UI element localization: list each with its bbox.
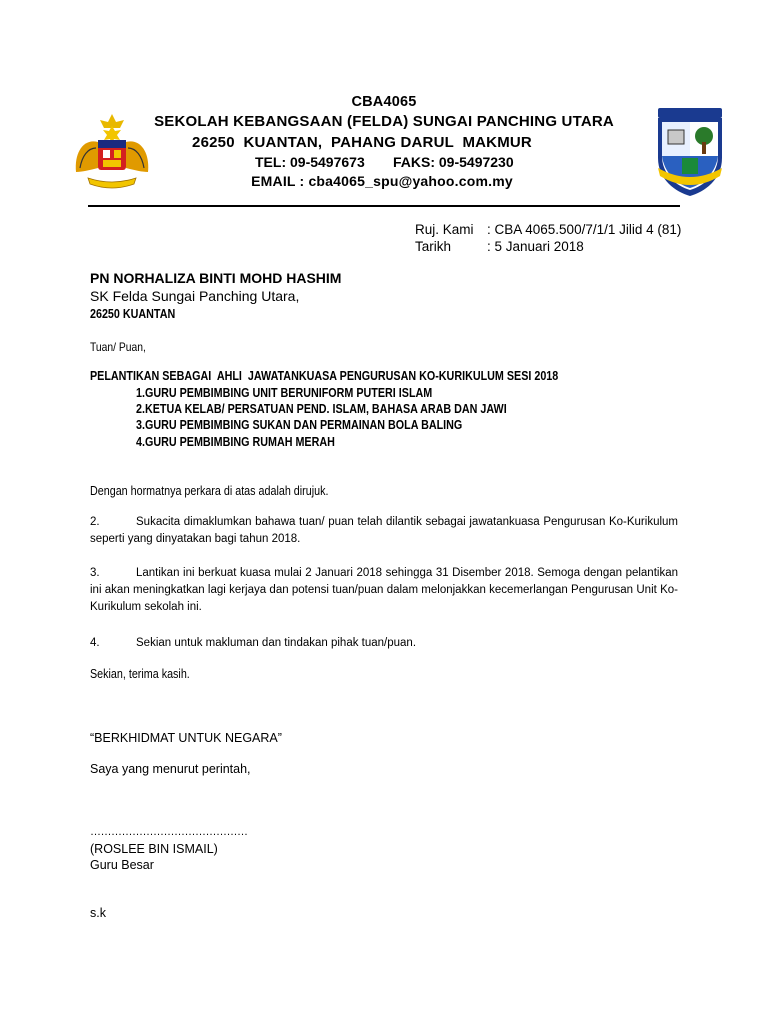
recipient-name: PN NORHALIZA BINTI MOHD HASHIM [90,270,342,286]
subject-item: 4.GURU PEMBIMBING RUMAH MERAH [136,435,335,449]
date-value: : 5 Januari 2018 [487,239,584,254]
subject-item: 1.GURU PEMBIMBING UNIT BERUNIFORM PUTERI ISLAM [136,386,433,400]
subject-item: 3.GURU PEMBIMBING SUKAN DAN PERMAINAN BOLA BALING [136,418,463,432]
date-label: Tarikh [415,239,452,254]
paragraph-text: Lantikan ini berkuat kuasa mulai 2 Januari 2018 sehingga 31 Disember 2018. Semoga dengan pelantikan ini akan meningkatkan lagi kerjaya dan potensi tuan/puan dalam melonjakkan kecemerlangan Pengurusan Unit Ko-Kurikulum sekolah ini. [90,567,678,613]
ruj-value: : CBA 4065.500/7/1/1 Jilid 4 (81) [487,222,682,237]
closing-line: Sekian, terima kasih. [90,667,190,681]
paragraph-3 [90,565,678,616]
header-divider [88,205,680,207]
recipient-line1: SK Felda Sungai Panching Utara, [90,288,300,304]
signature-dots: ……………………………………… [90,826,248,838]
paragraph-number: 2. [90,516,100,528]
signatory-name: (ROSLEE BIN ISMAIL) [90,842,218,856]
ruj-label: Ruj. Kami [415,222,474,237]
paragraph-number: 4. [90,637,100,649]
subject-title: PELANTIKAN SEBAGAI AHLI JAWATANKUASA PENGURUSAN KO-KURIKULUM SESI 2018 [90,369,559,383]
recipient-line2: 26250 KUANTAN [90,307,176,321]
signoff-phrase: Saya yang menurut perintah, [90,762,251,776]
reference-number [415,222,681,237]
school-fax: FAKS: 09-5497230 [393,154,514,170]
school-code: CBA4065 [351,94,417,110]
paragraph-number: 3. [90,567,100,579]
reference-date [415,239,584,254]
school-email: EMAIL : cba4065_spu@yahoo.com.my [251,173,513,189]
school-tel: TEL: 09-5497673 [255,154,365,170]
signatory-title: Guru Besar [90,858,154,872]
paragraph-text: Sekian untuk makluman dan tindakan pihak tuan/puan. [136,637,417,649]
subject-item: 2.KETUA KELAB/ PERSATUAN PEND. ISLAM, BAHASA ARAB DAN JAWI [136,402,507,416]
paragraph-text: Sukacita dimaklumkan bahawa tuan/ puan telah dilantik sebagai jawatankuasa Pengurusan Ko-Kurikulum seperti yang dinyatakan bagi tahun 2018. [90,516,678,545]
carbon-copy: s.k [90,906,106,920]
school-name: SEKOLAH KEBANGSAAN (FELDA) SUNGAI PANCHING UTARA [154,113,614,130]
paragraph-2 [90,514,678,548]
motto: “BERKHIDMAT UNTUK NEGARA” [90,731,282,745]
intro-paragraph: Dengan hormatnya perkara di atas adalah dirujuk. [90,484,329,498]
salutation: Tuan/ Puan, [90,340,146,354]
school-address: 26250 KUANTAN, PAHANG DARUL MAKMUR [192,134,532,151]
paragraph-4 [90,635,678,652]
